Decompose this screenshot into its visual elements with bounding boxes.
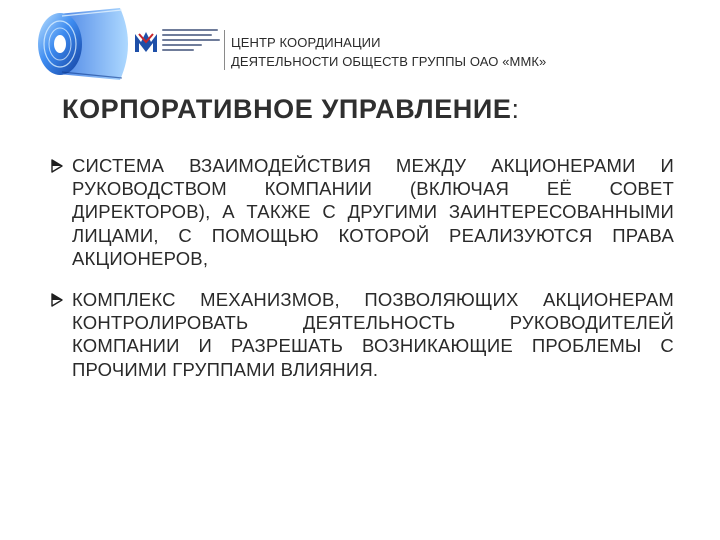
slide-header — [0, 0, 720, 90]
company-logo — [133, 28, 223, 56]
definition-list — [50, 154, 674, 399]
list-item-text: СИСТЕМА ВЗАИМОДЕЙСТВИЯ МЕЖДУ АКЦИОНЕРАМИ И РУКОВОДСТВОМ КОМПАНИИ (ВКЛЮЧАЯ ЕЁ СОВЕТ ДИРЕКТОРОВ), А ТАКЖЕ С ДРУГИМИ ЗАИНТЕРЕСОВАННЫМИ ЛИЦАМИ, С ПОМОЩЬЮ КОТОРОЙ РЕАЛИЗУЮТСЯ ПРАВА АКЦИОНЕРОВ, — [72, 155, 674, 269]
steel-coil-image — [28, 4, 138, 84]
logo-caption — [162, 29, 220, 54]
arrow-bullet-icon — [50, 293, 64, 307]
slide-title-text: КОРПОРАТИВНОЕ УПРАВЛЕНИЕ — [62, 94, 512, 124]
organization-name — [231, 33, 546, 71]
mmk-logo-icon — [133, 28, 159, 54]
organization-line-1: ЦЕНТР КООРДИНАЦИИ — [231, 35, 381, 50]
slide-title-colon: : — [511, 94, 520, 124]
header-divider — [224, 30, 225, 70]
list-item — [50, 288, 674, 381]
arrow-bullet-icon — [50, 159, 64, 173]
list-item — [50, 154, 674, 270]
organization-line-2: ДЕЯТЕЛЬНОСТИ ОБЩЕСТВ ГРУППЫ ОАО «ММК» — [231, 54, 547, 69]
list-item-text: КОМПЛЕКС МЕХАНИЗМОВ, ПОЗВОЛЯЮЩИХ АКЦИОНЕРАМ КОНТРОЛИРОВАТЬ ДЕЯТЕЛЬНОСТЬ РУКОВОДИТЕЛЕЙ КОМПАНИИ И РАЗРЕШАТЬ ВОЗНИКАЮЩИЕ ПРОБЛЕМЫ С ПРОЧИМИ ГРУППАМИ ВЛИЯНИЯ. — [72, 289, 674, 380]
slide-title — [62, 94, 520, 125]
